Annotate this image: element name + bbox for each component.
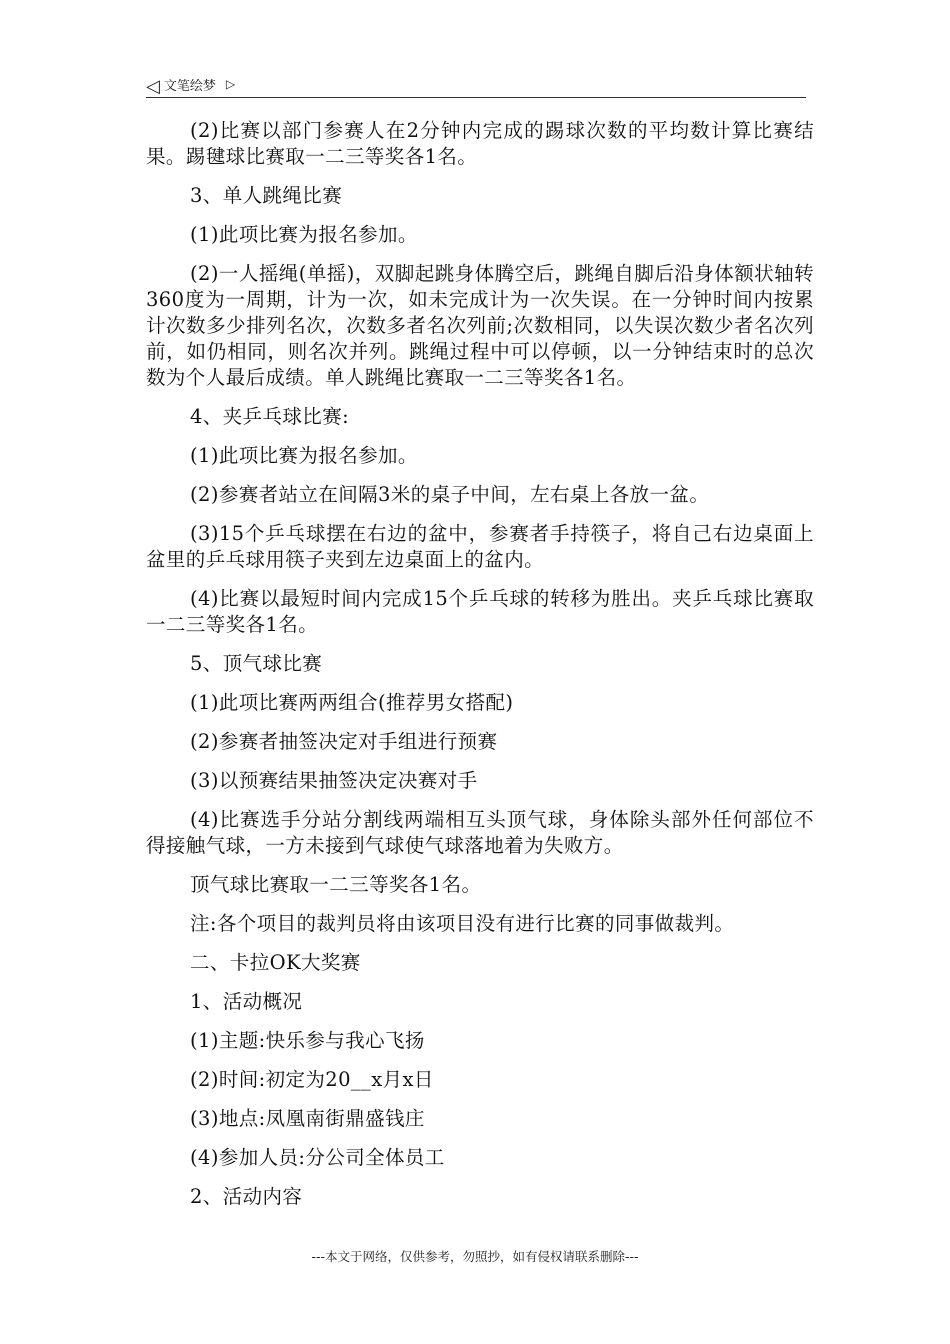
- section-heading: 3、单人跳绳比赛: [190, 184, 343, 207]
- paragraph: (3)15个乒乓球摆在右边的盆中，参赛者手持筷子，将自己右边桌面上盆里的乒乓球用筷子夹到左边桌面上的盆内。: [146, 522, 814, 571]
- header-title: 文笔绘梦: [163, 79, 216, 94]
- section-heading: 1、活动概况: [190, 990, 303, 1013]
- document-body: [146, 118, 814, 1223]
- triangle-right-outline-icon: ▷: [225, 77, 236, 91]
- paragraph: (4)比赛选手分站分割线两端相互头顶气球，身体除头部外任何部位不得接触气球，一方未接到气球使气球落地着为失败方。: [146, 808, 814, 857]
- section-heading: 2、活动内容: [190, 1185, 303, 1208]
- header-divider: [146, 97, 806, 98]
- paragraph: (1)此项比赛为报名参加。: [190, 223, 418, 246]
- paragraph: (4)参加人员:分公司全体员工: [190, 1146, 445, 1169]
- paragraph: (2)参赛者抽签决定对手组进行预赛: [190, 730, 498, 753]
- footer-notice: ---本文于网络，仅供参考，勿照抄，如有侵权请联系删除---: [311, 1249, 639, 1264]
- paragraph: 注:各个项目的裁判员将由该项目没有进行比赛的同事做裁判。: [190, 912, 735, 935]
- paragraph: (1)主题:快乐参与我心飞扬: [190, 1029, 425, 1052]
- paragraph: (2)比赛以部门参赛人在2分钟内完成的踢球次数的平均数计算比赛结果。踢毽球比赛取一二三等奖各1名。: [146, 119, 814, 168]
- paragraph: (2)参赛者站立在间隔3米的桌子中间，左右桌上各放一盆。: [190, 483, 710, 506]
- paragraph: (2)一人摇绳(单摇)，双脚起跳身体腾空后，跳绳自脚后沿身体额状轴转360度为一周期，计为一次，如未完成计为一次失误。在一分钟时间内按累计次数多少排列名次，次数多者名次列前;次数相同，以失误次数少者名次列前，如仍相同，则名次并列。跳绳过程中可以停顿，以一分钟结束时的总次数为个人最后成绩。单人跳绳比赛取一二三等奖各1名。: [146, 262, 814, 389]
- page-header: [146, 76, 806, 98]
- section-heading: 4、夹乒乓球比赛:: [190, 405, 350, 428]
- paragraph: (3)以预赛结果抽签决定决赛对手: [190, 769, 478, 792]
- paragraph: 顶气球比赛取一二三等奖各1名。: [190, 873, 482, 896]
- paragraph: (4)比赛以最短时间内完成15个乒乓球的转移为胜出。夹乒乓球比赛取一二三等奖各1名。: [146, 587, 814, 636]
- section-heading: 5、顶气球比赛: [190, 652, 323, 675]
- paragraph: (1)此项比赛为报名参加。: [190, 444, 418, 467]
- section-heading: 二、卡拉OK大奖赛: [190, 951, 361, 974]
- triangle-left-outline-icon: ◁: [146, 76, 160, 97]
- paragraph: (1)此项比赛两两组合(推荐男女搭配): [190, 691, 514, 714]
- paragraph: (3)地点:凤凰南街鼎盛钱庄: [190, 1107, 425, 1130]
- paragraph: (2)时间:初定为20__x月x日: [190, 1068, 434, 1091]
